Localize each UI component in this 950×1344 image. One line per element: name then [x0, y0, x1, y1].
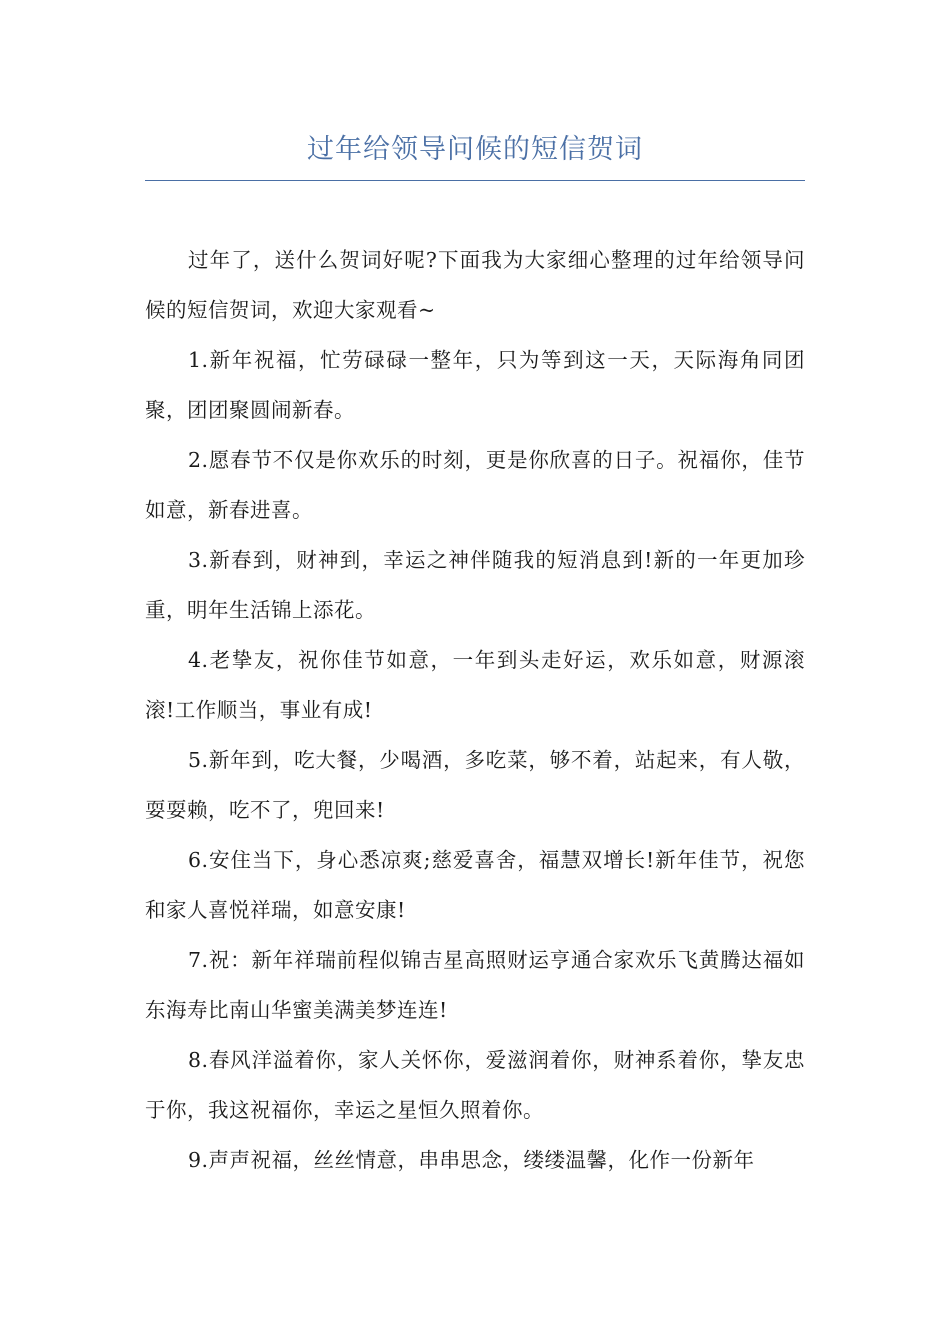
- greeting-item-1: 1.新年祝福，忙劳碌碌一整年，只为等到这一天，天际海角同团聚，团团聚圆闹新春。: [145, 348, 805, 422]
- greeting-item-6: 6.安住当下，身心悉凉爽;慈爱喜舍，福慧双增长!新年佳节，祝您和家人喜悦祥瑞，如意安康!: [145, 848, 805, 922]
- greeting-item-3: 3.新春到，财神到，幸运之神伴随我的短消息到!新的一年更加珍重，明年生活锦上添花。: [145, 548, 805, 622]
- document-body: [145, 235, 805, 1185]
- intro-paragraph: 过年了，送什么贺词好呢?下面我为大家细心整理的过年给领导问候的短信贺词，欢迎大家观看~: [145, 248, 805, 322]
- greeting-item-5: 5.新年到，吃大餐，少喝酒，多吃菜，够不着，站起来，有人敬，耍耍赖，吃不了，兜回来!: [145, 748, 805, 822]
- greeting-item-7: 7.祝：新年祥瑞前程似锦吉星高照财运亨通合家欢乐飞黄腾达福如东海寿比南山华蜜美满美梦连连!: [145, 948, 805, 1022]
- greeting-item-9: 9.声声祝福，丝丝情意，串串思念，缕缕温馨，化作一份新年: [188, 1148, 755, 1172]
- title-underline: [145, 180, 805, 181]
- greeting-item-8: 8.春风洋溢着你，家人关怀你，爱滋润着你，财神系着你，挚友忠于你，我这祝福你，幸运之星恒久照着你。: [145, 1048, 805, 1122]
- document-title: 过年给领导问候的短信贺词: [307, 134, 643, 165]
- greeting-item-4: 4.老挚友，祝你佳节如意，一年到头走好运，欢乐如意，财源滚滚!工作顺当，事业有成!: [145, 648, 805, 722]
- greeting-item-2: 2.愿春节不仅是你欢乐的时刻，更是你欣喜的日子。祝福你，佳节如意，新春进喜。: [145, 448, 805, 522]
